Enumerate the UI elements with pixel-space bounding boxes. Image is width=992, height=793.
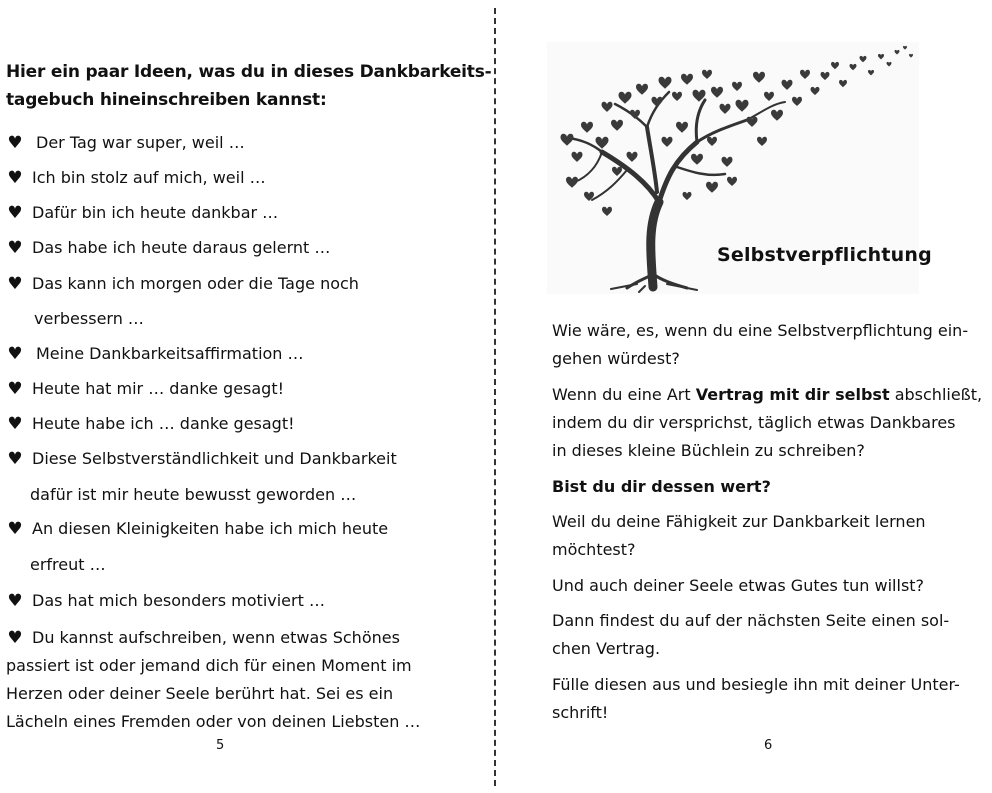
paragraph-line: indem du dir versprichst, täglich etwas Dankbares: [552, 413, 956, 432]
list-item: [6, 519, 388, 539]
paragraph-line: in dieses kleine Büchlein zu schreiben?: [552, 441, 865, 460]
text-span: Wenn du eine Art: [552, 385, 691, 404]
list-item-text: passiert ist oder jemand dich für einen Moment im: [6, 656, 412, 675]
paragraph-line: schrift!: [552, 703, 609, 722]
list-item: [6, 449, 397, 469]
list-item-text: Diese Selbstverständlichkeit und Dankbarkeit: [32, 449, 397, 468]
paragraph-line: Weil du deine Fähigkeit zur Dankbarkeit lernen: [552, 512, 926, 531]
right-page: [497, 0, 992, 793]
heart-icon: ♥: [7, 133, 23, 153]
list-item-continuation: erfreut …: [30, 555, 106, 574]
list-item: [6, 203, 278, 223]
heart-icon: ♥: [7, 168, 23, 188]
paragraph-line: möchtest?: [552, 540, 636, 559]
list-item-continuation: verbessern …: [34, 309, 144, 328]
section-title: Selbstverpflichtung: [717, 244, 932, 266]
paragraph: [552, 381, 982, 465]
list-item: [6, 133, 245, 153]
heart-icon: ♥: [7, 344, 23, 364]
list-item-text: Das habe ich heute daraus gelernt …: [32, 238, 331, 257]
list-item: [6, 238, 330, 258]
paragraph: [552, 671, 982, 727]
intro-text: [6, 58, 492, 114]
paragraph-line: chen Vertrag.: [552, 639, 661, 658]
list-item-text: Ich bin stolz auf mich, weil …: [32, 168, 266, 187]
list-item: [6, 344, 304, 364]
paragraph-line: gehen würdest?: [552, 349, 680, 368]
list-item-long: [6, 624, 466, 736]
heart-icon: ♥: [7, 238, 23, 258]
list-item: [6, 379, 284, 399]
list-item-text: Meine Dankbarkeitsaffirmation …: [36, 344, 304, 363]
paragraph-line: Wie wäre, es, wenn du eine Selbstverpflichtung ein-: [552, 321, 969, 340]
paragraph-line: Fülle diesen aus und besiegle ihn mit deiner Unter-: [552, 675, 960, 694]
list-item-text: Der Tag war super, weil …: [36, 133, 245, 152]
list-item: [6, 414, 295, 434]
paragraph: [552, 607, 982, 663]
paragraph: [552, 317, 982, 373]
heart-icon: ♥: [7, 628, 23, 648]
list-item-text: Das hat mich besonders motiviert …: [32, 591, 325, 610]
list-item: [6, 168, 266, 188]
paragraph-line: [552, 381, 982, 409]
page-number: 6: [764, 738, 773, 753]
left-page: [0, 0, 493, 793]
intro-line: tagebuch hineinschreiben kannst:: [6, 90, 327, 110]
list-item-text: Herzen oder deiner Seele berührt hat. Sei es ein: [6, 684, 394, 703]
list-item: [6, 591, 325, 611]
paragraph-line: Bist du dir dessen wert?: [552, 477, 771, 496]
list-item-text: Lächeln eines Fremden oder von deinen Liebsten …: [6, 712, 421, 731]
paragraph: [552, 508, 982, 564]
list-item-text: Das kann ich morgen oder die Tage noch: [32, 274, 359, 293]
page-divider: [494, 8, 496, 786]
heart-icon: ♥: [7, 203, 23, 223]
paragraph: [552, 473, 982, 501]
list-item-text: Dafür bin ich heute dankbar …: [32, 203, 279, 222]
paragraph-line: Dann findest du auf der nächsten Seite einen sol-: [552, 611, 950, 630]
heart-icon: ♥: [7, 379, 23, 399]
heart-icon: ♥: [7, 274, 23, 294]
list-item-text: Heute hat mir … danke gesagt!: [32, 379, 285, 398]
intro-line: Hier ein paar Ideen, was du in dieses Dankbarkeits-: [6, 62, 492, 82]
heart-icon: ♥: [7, 449, 23, 469]
list-item-continuation: dafür ist mir heute bewusst geworden …: [30, 485, 357, 504]
page-number: 5: [216, 738, 225, 753]
paragraph-line: Und auch deiner Seele etwas Gutes tun willst?: [552, 576, 925, 595]
text-span: abschließt,: [894, 385, 983, 404]
list-item-text: Heute habe ich … danke gesagt!: [32, 414, 295, 433]
heart-icon: ♥: [7, 414, 23, 434]
list-item-text: Du kannst aufschreiben, wenn etwas Schönes: [32, 628, 400, 647]
list-item-text: An diesen Kleinigkeiten habe ich mich heute: [32, 519, 389, 538]
emphasis-text: Vertrag mit dir selbst: [695, 385, 890, 404]
list-item: [6, 274, 359, 294]
heart-icon: ♥: [7, 519, 23, 539]
paragraph: [552, 572, 982, 600]
heart-icon: ♥: [7, 591, 23, 611]
